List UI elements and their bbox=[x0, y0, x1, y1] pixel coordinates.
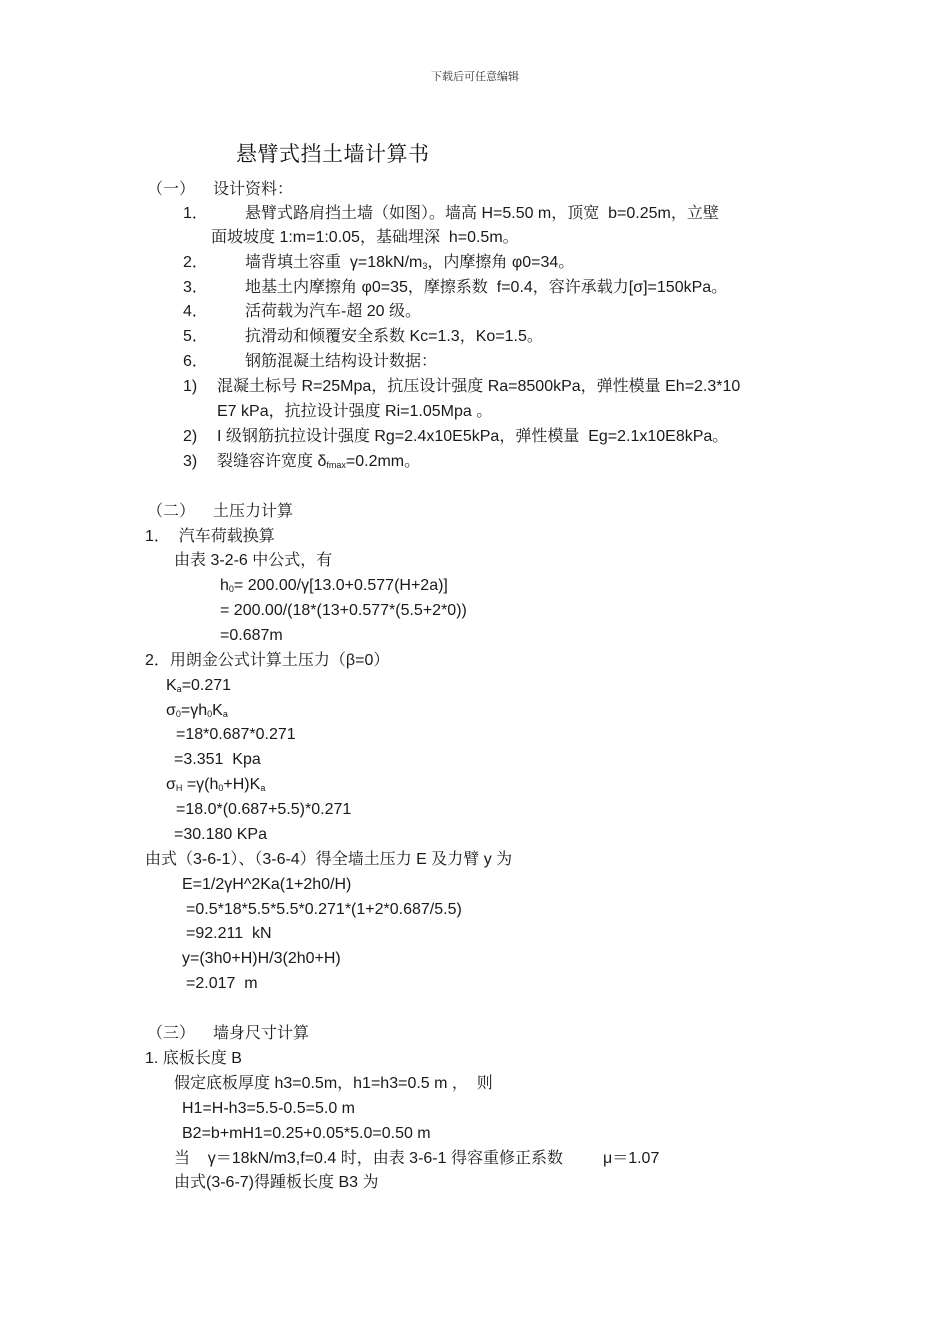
section1-heading bbox=[147, 180, 293, 200]
section3-p3: H1=H-h3=5.5-0.5=5.0 m bbox=[182, 1100, 355, 1117]
section3-heading-num: （三） bbox=[147, 1025, 196, 1042]
item4-num: 4． bbox=[183, 303, 208, 320]
formula-h0-line2: = 200.00/(18*(13+0.577*(5.5+2*0)) bbox=[220, 602, 467, 619]
sigma0-a: σ bbox=[166, 702, 176, 719]
sigma0-f: a bbox=[222, 709, 228, 719]
formula-sigma0-line2: =18*0.687*0.271 bbox=[176, 726, 296, 743]
ka-post: =0.271 bbox=[181, 677, 232, 694]
section1-item1 bbox=[183, 204, 719, 224]
formula-h0-line3: =0.687m bbox=[220, 627, 283, 644]
section2-p4: 由式（3-6-1）、（3-6-4）得全墙土压力 E 及力臂 y 为 bbox=[145, 851, 513, 868]
section3-p4: B2=b+mH1=0.25+0.05*5.0=0.50 m bbox=[182, 1125, 431, 1142]
ka-pre: K bbox=[166, 677, 177, 694]
item1-text: 悬臂式路肩挡土墙（如图）。墙高 H=5.50 m，顶宽 b=0.25m，立壁 bbox=[245, 205, 719, 222]
sigma0-d: 0 bbox=[207, 709, 213, 719]
section2-p2: 由表 3-2-6 中公式，有 bbox=[174, 552, 333, 569]
section1-sub1 bbox=[183, 377, 740, 397]
section3-p5: 当 γ＝18kN/m3,f=0.4 时，由表 3-6-1 得容重修正系数 μ＝1.07 bbox=[174, 1150, 660, 1167]
section1-item2 bbox=[183, 253, 574, 276]
h0-pre: h bbox=[220, 577, 229, 594]
sigma0-e: K bbox=[212, 702, 223, 719]
item4-text: 活荷载为汽车-超 20 级。 bbox=[245, 303, 422, 320]
item2-pre: 墙背填土容重 γ=18kN/m bbox=[245, 254, 423, 271]
sigma0-b: 0 bbox=[175, 709, 181, 719]
section1-item6 bbox=[183, 352, 437, 372]
formula-e3: =92.211 kN bbox=[186, 925, 272, 942]
item5-text: 抗滑动和倾覆安全系数 Kc=1.3，Ko=1.5。 bbox=[245, 328, 543, 345]
section2-heading bbox=[147, 502, 293, 522]
section1-item4 bbox=[183, 302, 421, 322]
sub2-text: I 级钢筋抗拉设计强度 Rg=2.4x10E5kPa，弹性模量 Eg=2.1x10E8kPa。 bbox=[217, 428, 729, 445]
sub3-post: =0.2mm。 bbox=[345, 453, 421, 470]
h0-post: = 200.00/γ[13.0+0.577(H+2a)] bbox=[233, 577, 448, 594]
item2-sub: 3 bbox=[422, 261, 428, 271]
item6-num: 6． bbox=[183, 353, 208, 370]
sigmaH-c: =γ(h bbox=[182, 776, 219, 793]
section3-p2: 假定底板厚度 h3=0.5m，h1=h3=0.5 m ， 则 bbox=[174, 1075, 493, 1092]
h0-sub: 0 bbox=[228, 584, 234, 594]
section1-heading-text: 设计资料： bbox=[213, 181, 294, 198]
section1-item3 bbox=[183, 278, 727, 298]
sigmaH-f: a bbox=[260, 783, 266, 793]
section3-p6: 由式(3-6-7)得踵板长度 B3 为 bbox=[174, 1174, 379, 1191]
formula-e1: E=1/2γH^2Ka(1+2h0/H) bbox=[182, 876, 352, 893]
formula-sigmaH bbox=[166, 775, 265, 798]
formula-y1: y=(3h0+H)H/3(2h0+H) bbox=[182, 950, 341, 967]
section1-heading-num: （一） bbox=[147, 181, 196, 198]
item6-text: 钢筋混凝土结构设计数据： bbox=[245, 353, 438, 370]
sub2-num: 2) bbox=[183, 428, 198, 445]
section1-sub1-cont: E7 kPa，抗拉设计强度 Ri=1.05Mpa 。 bbox=[217, 403, 493, 420]
section2-p3: 2．用朗金公式计算土压力（β=0） bbox=[145, 652, 390, 669]
formula-sigma0 bbox=[166, 701, 228, 724]
formula-y2: =2.017 m bbox=[186, 975, 258, 992]
sigmaH-a: σ bbox=[166, 776, 176, 793]
ka-sub: a bbox=[176, 684, 182, 694]
sub1-text: 混凝土标号 R=25Mpa，抗压设计强度 Ra=8500kPa，弹性模量 Eh=2.3*10 bbox=[217, 378, 741, 395]
sigmaH-d: 0 bbox=[218, 783, 224, 793]
section1-item1-cont: 面坡坡度 1:m=1:0.05，基础埋深 h=0.5m。 bbox=[211, 229, 519, 246]
section1-sub3 bbox=[183, 452, 420, 475]
item5-num: 5． bbox=[183, 328, 208, 345]
formula-e2: =0.5*18*5.5*5.5*0.271*(1+2*0.687/5.5) bbox=[186, 901, 462, 918]
section3-heading-text: 墙身尺寸计算 bbox=[213, 1025, 310, 1042]
item3-num: 3． bbox=[183, 279, 208, 296]
section3-p1: 1. 底板长度 B bbox=[145, 1050, 242, 1067]
sub3-sub: fmax bbox=[326, 460, 346, 470]
item2-num: 2． bbox=[183, 254, 208, 271]
formula-sigmaH-line3: =30.180 KPa bbox=[174, 826, 267, 843]
sigmaH-b: H bbox=[175, 783, 183, 793]
section3-heading bbox=[147, 1024, 309, 1044]
document-title: 悬臂式挡土墙计算书 bbox=[236, 143, 430, 166]
section2-p1: 1． 汽车荷载换算 bbox=[145, 528, 275, 545]
sub1-num: 1) bbox=[183, 378, 198, 395]
item3-text: 地基土内摩擦角 φ0=35，摩擦系数 f=0.4，容许承载力[σ]=150kPa。 bbox=[245, 279, 728, 296]
formula-h0 bbox=[220, 576, 448, 599]
sub3-pre: 裂缝容许宽度 δ bbox=[217, 453, 327, 470]
page-header-note: 下载后可任意编辑 bbox=[431, 71, 519, 83]
item1-num: 1． bbox=[183, 205, 208, 222]
formula-sigmaH-line2: =18.0*(0.687+5.5)*0.271 bbox=[176, 801, 352, 818]
section2-heading-num: （二） bbox=[147, 503, 196, 520]
section1-sub2 bbox=[183, 427, 728, 447]
formula-sigma0-line3: =3.351 Kpa bbox=[174, 751, 261, 768]
formula-ka bbox=[166, 676, 231, 699]
sigmaH-e: +H)K bbox=[223, 776, 261, 793]
section1-item5 bbox=[183, 327, 543, 347]
item2-post: ，内摩擦角 φ0=34。 bbox=[427, 254, 575, 271]
section2-heading-text: 土压力计算 bbox=[213, 503, 294, 520]
sigma0-c: =γh bbox=[180, 702, 208, 719]
sub3-num: 3) bbox=[183, 453, 198, 470]
